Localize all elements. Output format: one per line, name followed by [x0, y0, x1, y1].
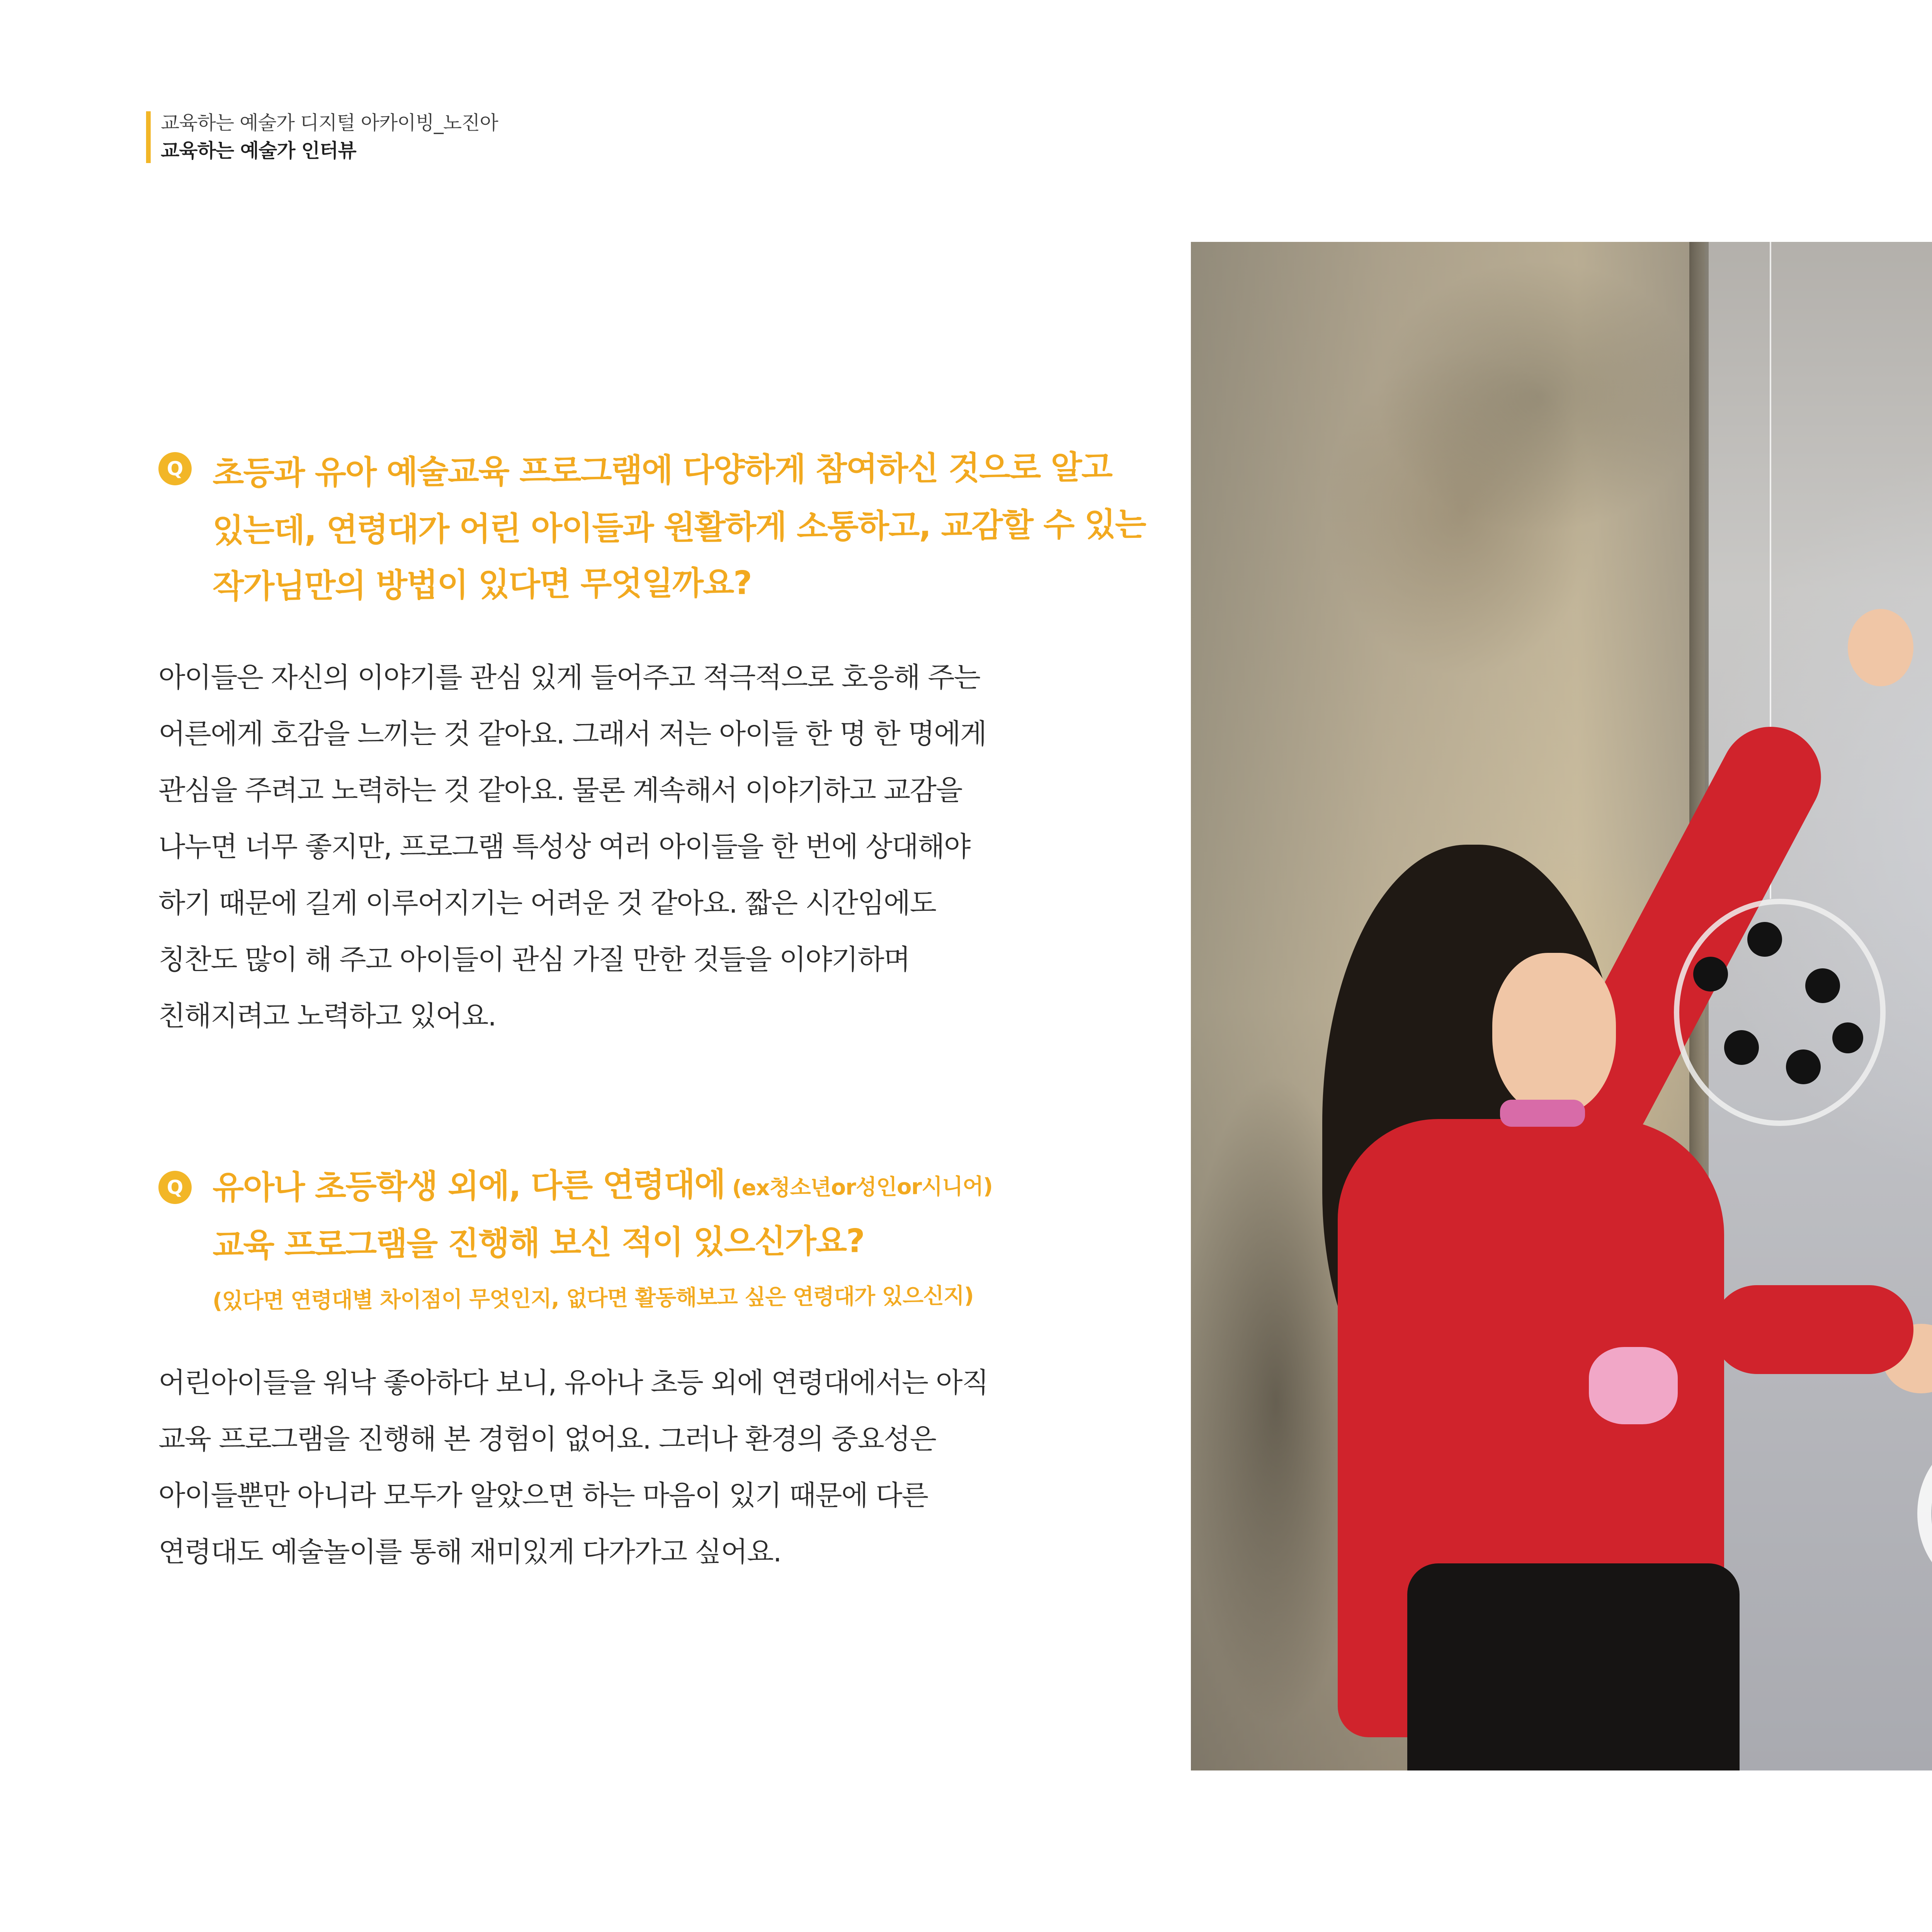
question-1 — [158, 444, 1146, 607]
answer-2-line: 교육 프로그램을 진행해 본 경험이 없어요. 그러나 환경의 중요성은 — [158, 1423, 936, 1455]
person-hand — [1848, 609, 1913, 686]
person-sweater-forearm — [1713, 1285, 1913, 1374]
answer-1-line: 친해지려고 노력하고 있어요. — [158, 1000, 496, 1032]
header-accent-bar — [146, 111, 151, 163]
sweater-print — [1589, 1347, 1678, 1424]
cap-black — [1786, 1049, 1821, 1084]
answer-1-line: 관심을 주려고 노력하는 것 같아요. 물론 계속해서 이야기하고 교감을 — [158, 774, 962, 806]
cap-black — [1832, 1022, 1863, 1053]
person-shirt-collar — [1500, 1100, 1585, 1127]
answer-2-line: 연령대도 예술놀이를 통해 재미있게 다가가고 싶어요. — [158, 1536, 781, 1568]
answer-1-line: 어른에게 호감을 느끼는 것 같아요. 그래서 저는 아이들 한 명 한 명에게 — [158, 718, 986, 750]
question-2-line-3: (있다면 연령대별 차이점이 무엇인지, 없다면 활동해보고 싶은 연령대가 있으신지) — [212, 1283, 974, 1314]
person-face — [1492, 953, 1616, 1115]
person-skirt — [1407, 1563, 1740, 1770]
q-badge-icon: Q — [158, 452, 192, 485]
answer-1-line: 나누면 너무 좋지만, 프로그램 특성상 여러 아이들을 한 번에 상대해야 — [158, 830, 970, 863]
page-header — [147, 109, 498, 165]
question-1-line-2: 있는데, 연령대가 어린 아이들과 원활하게 소통하고, 교감할 수 있는 — [212, 505, 1146, 550]
answer-1 — [158, 649, 1032, 1044]
question-1-line-1: 초등과 유아 예술교육 프로그램에 다양하게 참여하신 것으로 알고 — [212, 448, 1112, 493]
question-2-line-1 — [213, 1156, 993, 1209]
cap-black — [1747, 922, 1782, 957]
answer-2 — [158, 1354, 1032, 1580]
cap-black — [1805, 968, 1840, 1003]
header-series-title: 교육하는 예술가 디지털 아카이빙_노진아 — [161, 112, 498, 134]
interview-photo — [1191, 242, 1932, 1770]
answer-2-line: 어린아이들을 워낙 좋아하다 보니, 유아나 초등 외에 연령대에서는 아직 — [158, 1366, 988, 1399]
answer-1-line: 칭찬도 많이 해 주고 아이들이 관심 가질 만한 것들을 이야기하며 — [158, 943, 910, 976]
header-section-title: 교육하는 예술가 인터뷰 — [161, 139, 356, 162]
answer-1-line: 하기 때문에 길게 이루어지기는 어려운 것 같아요. 짧은 시간임에도 — [158, 887, 936, 919]
answer-1-line: 아이들은 자신의 이야기를 관심 있게 들어주고 적극적으로 호응해 주는 — [158, 661, 980, 694]
cap-black — [1693, 957, 1728, 992]
question-2-line-2: 교육 프로그램을 진행해 보신 적이 있으신가요? — [212, 1222, 865, 1264]
cap-black — [1724, 1030, 1759, 1065]
question-1-line-3: 작가님만의 방법이 있다면 무엇일까요? — [212, 564, 752, 605]
question-2 — [158, 1159, 1086, 1329]
question-2-line-1-main: 유아나 초등학생 외에, 다른 연령대에 — [212, 1165, 725, 1207]
q-badge-icon: Q — [158, 1171, 192, 1204]
answer-2-line: 아이들뿐만 아니라 모두가 알았으면 하는 마음이 있기 때문에 다른 — [158, 1479, 928, 1512]
question-2-line-1-example: (ex청소년or성인or시니어) — [724, 1173, 993, 1201]
